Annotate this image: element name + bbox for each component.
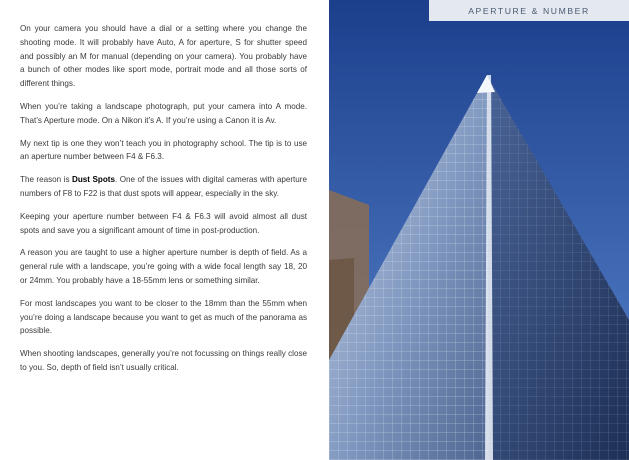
- skyscraper-photo: [329, 0, 629, 460]
- paragraph: For most landscapes you want to be closer to the 18mm than the 55mm when you’re doing a landscape because you want to get as much of the panorama as possible.: [20, 298, 307, 336]
- paragraph: When you’re taking a landscape photograph, put your camera into A mode. That’s Aperture mode. On a Nikon it’s A. If you’re using a Canon it is Av.: [20, 101, 307, 125]
- paragraph: My next tip is one they won’t teach you in photography school. The tip is to use an aperture number between F4 & F6.3.: [20, 138, 307, 162]
- paragraph: [20, 173, 307, 201]
- skyscraper-illustration: [329, 0, 629, 460]
- paragraph: Keeping your aperture number between F4 & F6.3 will avoid almost all dust spots and save you a significant amount of time in post-production.: [20, 211, 307, 235]
- dust-spots-emphasis: Dust Spots: [72, 175, 115, 185]
- paragraph-text: The reason is: [20, 175, 73, 185]
- paragraph: When shooting landscapes, generally you’re not focussing on things really close to you. So, depth of field isn’t usually critical.: [20, 349, 307, 372]
- paragraph-text: . One of the issues with digital cameras with aperture numbers of F8 to F22 is that dust spots will appear, especially in the sky.: [20, 175, 308, 198]
- chapter-header: APERTURE & NUMBER: [429, 0, 629, 21]
- paragraph: A reason you are taught to use a higher aperture number is depth of field. As a general rule with a landscape, you’re going with a wide focal length say 18, 20 or 24mm. You probably have a 18-55mm lens or something similar.: [20, 248, 307, 285]
- paragraph: On your camera you should have a dial or a setting where you change the shooting mode. It will probably have Auto, A for aperture, S for shutter speed and possibly an M for manual (depending on your camera). You probably have a bunch of other modes like sport mode, portrait mode and all those sorts of different things.: [20, 24, 307, 89]
- article-text: [20, 22, 307, 384]
